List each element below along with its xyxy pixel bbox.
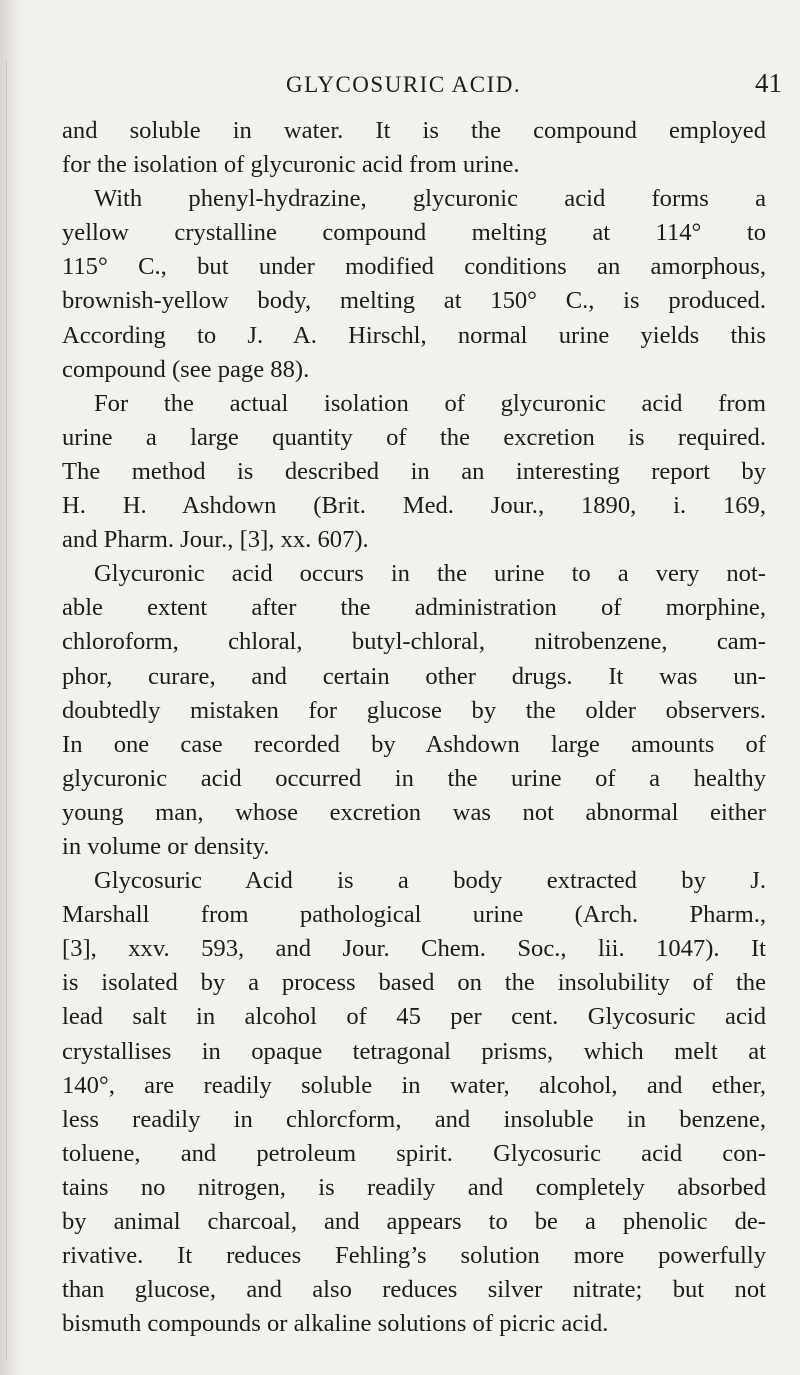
text-line: The method is described in an interesting report by bbox=[62, 457, 766, 485]
text-line: urine a large quantity of the excretion is required. bbox=[62, 423, 766, 451]
text-line: crystallises in opaque tetragonal prisms, which melt at bbox=[62, 1037, 766, 1065]
text-line: 140°, are readily soluble in water, alcohol, and ether, bbox=[62, 1071, 766, 1099]
text-line: 115° C., but under modified conditions an amorphous, bbox=[62, 253, 766, 281]
text-line: Glycosuric Acid is a body extracted by J. bbox=[94, 867, 766, 895]
text-line: phor, curare, and certain other drugs. It was un- bbox=[62, 662, 766, 690]
body-text bbox=[62, 114, 766, 1341]
text-line: and Pharm. Jour., [3], xx. 607). bbox=[62, 526, 369, 554]
text-line: With phenyl-hydrazine, glycuronic acid forms a bbox=[94, 185, 766, 213]
text-line: doubtedly mistaken for glucose by the older observers. bbox=[62, 696, 766, 724]
text-line: and soluble in water. It is the compound employed bbox=[62, 117, 766, 144]
text-line: In one case recorded by Ashdown large amounts of bbox=[62, 730, 766, 758]
running-head bbox=[0, 68, 800, 112]
text-line: young man, whose excretion was not abnormal either bbox=[62, 798, 766, 826]
running-title: GLYCOSURIC ACID. bbox=[286, 72, 522, 97]
text-line: glycuronic acid occurred in the urine of a healthy bbox=[62, 764, 766, 792]
binding-gutter-line bbox=[6, 60, 7, 1360]
text-line: able extent after the administration of morphine, bbox=[62, 594, 766, 622]
text-line: Marshall from pathological urine (Arch. Pharm., bbox=[62, 901, 766, 929]
binding-gutter-shadow bbox=[0, 0, 22, 1375]
text-line: According to J. A. Hirschl, normal urine yields this bbox=[62, 321, 766, 349]
text-line: lead salt in alcohol of 45 per cent. Glycosuric acid bbox=[62, 1003, 766, 1031]
text-line: for the isolation of glycuronic acid from urine. bbox=[62, 151, 520, 179]
page-number: 41 bbox=[755, 68, 782, 98]
text-line: by animal charcoal, and appears to be a phenolic de- bbox=[62, 1208, 766, 1235]
text-line: brownish-yellow body, melting at 150° C., is produced. bbox=[62, 287, 766, 315]
text-line: in volume or density. bbox=[62, 832, 270, 860]
text-line: than glucose, and also reduces silver nitrate; but not bbox=[62, 1276, 766, 1304]
text-line: compound (see page 88). bbox=[62, 355, 310, 383]
text-line: For the actual isolation of glycuronic acid from bbox=[94, 389, 766, 417]
text-line: yellow crystalline compound melting at 114° to bbox=[62, 219, 766, 247]
text-line: Glycuronic acid occurs in the urine to a very not- bbox=[94, 560, 766, 588]
text-line: rivative. It reduces Fehling’s solution more powerfully bbox=[62, 1242, 766, 1270]
text-line: toluene, and petroleum spirit. Glycosuric acid con- bbox=[62, 1139, 766, 1167]
text-line: is isolated by a process based on the insolubility of the bbox=[62, 969, 766, 997]
text-line: tains no nitrogen, is readily and completely absorbed bbox=[62, 1173, 766, 1201]
text-line: H. H. Ashdown (Brit. Med. Jour., 1890, i. 169, bbox=[62, 492, 766, 520]
text-line: less readily in chlorcform, and insoluble in benzene, bbox=[62, 1105, 766, 1133]
text-line: bismuth compounds or alkaline solutions of picric acid. bbox=[62, 1310, 609, 1338]
text-line: chloroform, chloral, butyl-chloral, nitrobenzene, cam- bbox=[62, 628, 766, 656]
text-line: [3], xxv. 593, and Jour. Chem. Soc., lii. 1047). It bbox=[62, 935, 766, 963]
